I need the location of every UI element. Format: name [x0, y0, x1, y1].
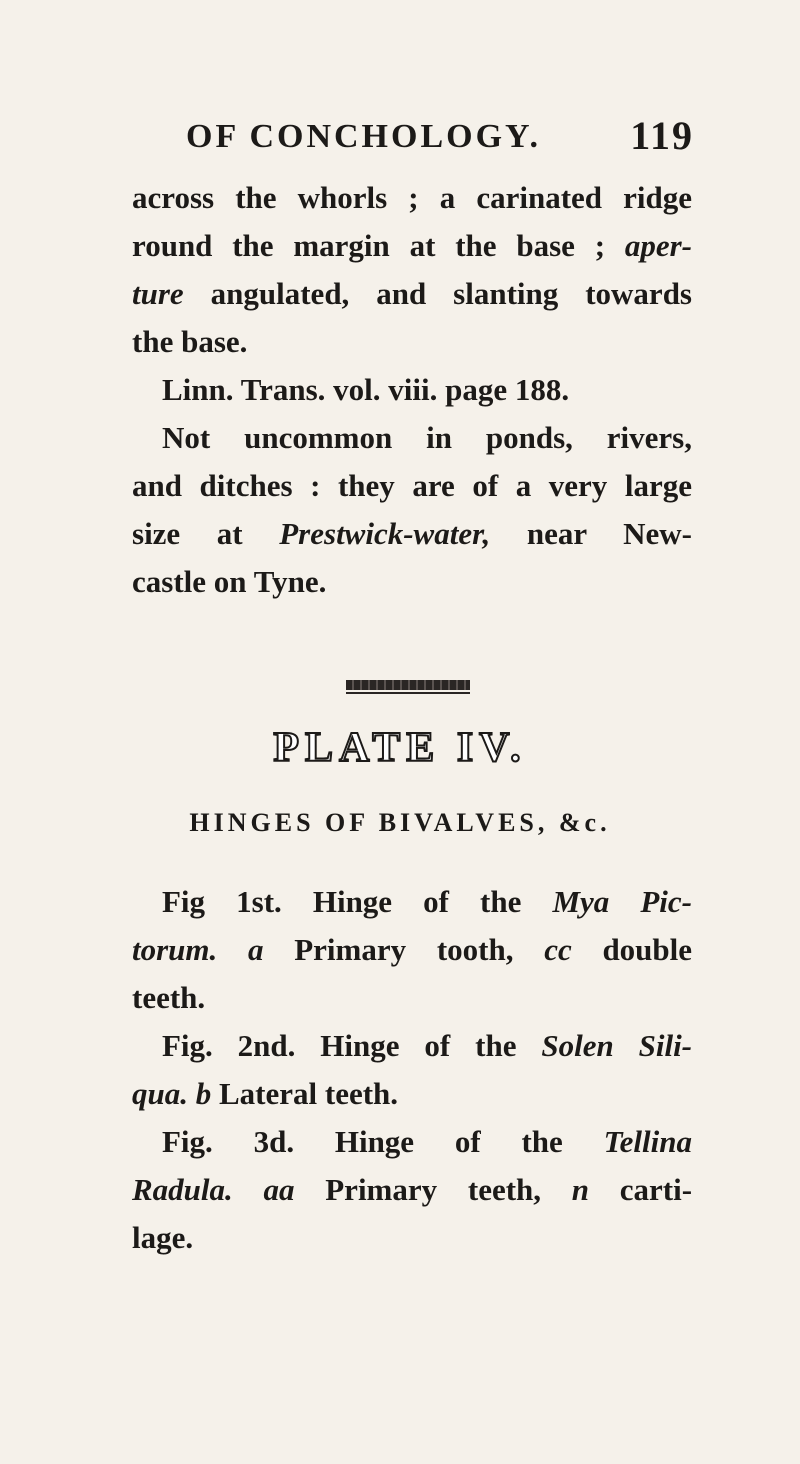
text-line: Fig. 2nd. Hinge of the Solen Sili- — [162, 1028, 693, 1063]
text-line: qua. b Lateral teeth. — [132, 1076, 399, 1111]
plate-title: PLATE IV. — [273, 725, 527, 771]
text-line: ture angulated, and slanting towards — [132, 276, 692, 311]
text-line: Linn. Trans. vol. viii. page 188. — [162, 372, 570, 407]
description-paragraph — [132, 174, 692, 366]
plate-subtitle: HINGES OF BIVALVES, &c. — [189, 808, 611, 837]
running-head — [130, 112, 694, 162]
text-line: the base. — [132, 324, 248, 359]
text-line: and ditches : they are of a very large — [132, 468, 692, 503]
text-line: teeth. — [132, 980, 206, 1015]
figure-3-caption — [132, 1118, 692, 1262]
text-line: castle on Tyne. — [132, 564, 327, 599]
figure-2-caption — [132, 1022, 692, 1118]
text-line: round the margin at the base ; aper- — [132, 228, 693, 263]
text-line: Not uncommon in ponds, rivers, — [162, 420, 692, 455]
text-line: lage. — [132, 1220, 194, 1255]
text-line: size at Prestwick-water, near New- — [132, 516, 692, 551]
figure-1-caption — [132, 878, 692, 1022]
ornamental-rule — [346, 680, 470, 690]
reference-paragraph — [132, 366, 692, 414]
text-line: Fig 1st. Hinge of the Mya Pic- — [162, 884, 692, 919]
text-line: torum. a Primary tooth, cc double — [132, 932, 693, 967]
running-title: OF CONCHOLOGY. — [186, 118, 541, 155]
habitat-paragraph — [132, 414, 692, 606]
text-line: Radula. aa Primary teeth, n carti- — [132, 1172, 693, 1207]
text-line: across the whorls ; a carinated ridge — [132, 180, 692, 215]
page-number: 119 — [630, 113, 694, 158]
text-line: Fig. 3d. Hinge of the Tellina — [162, 1124, 692, 1159]
